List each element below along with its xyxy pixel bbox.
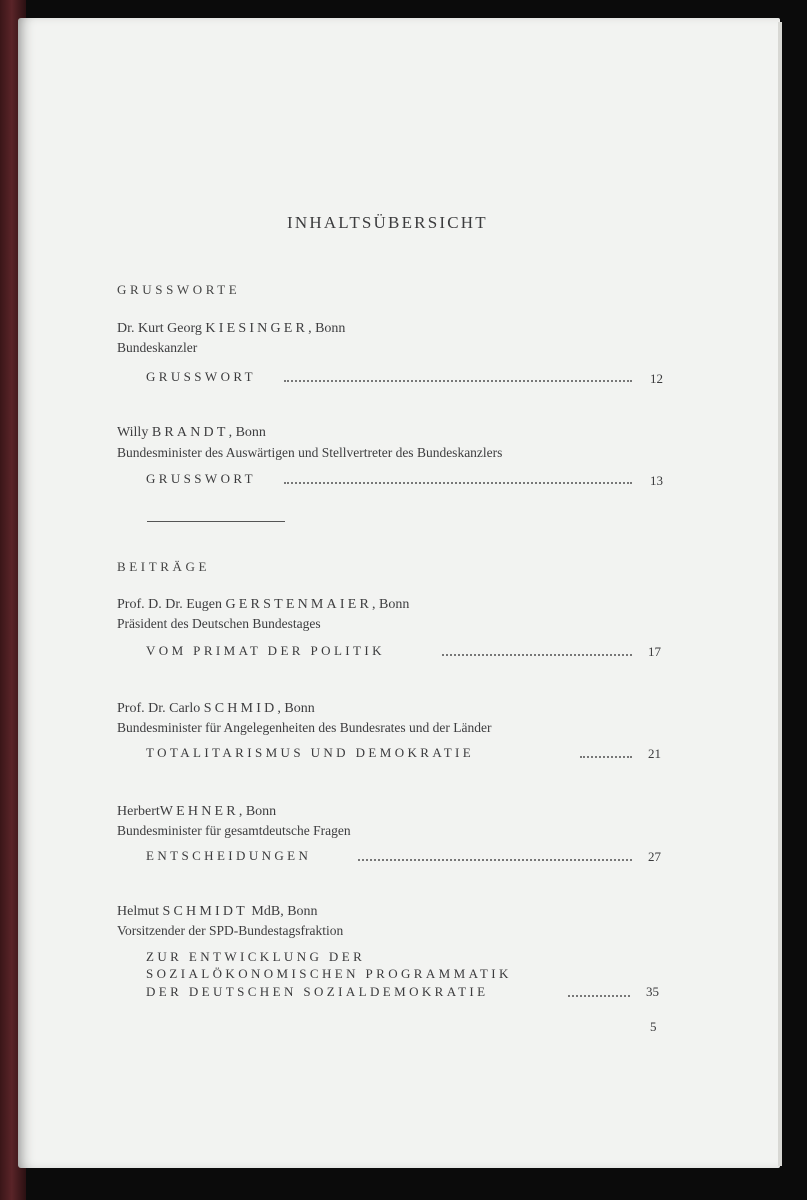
author-surname: KIESINGER	[205, 321, 309, 336]
leader-dots	[358, 859, 632, 861]
folio-page-number: 5	[650, 1019, 657, 1034]
entry-title: ENTSCHEIDUNGEN	[146, 848, 312, 863]
author-surname: GERSTENMAIER	[225, 597, 373, 612]
entry-page-number: 13	[650, 473, 663, 488]
entry-title: GRUSSWORT	[146, 471, 256, 486]
entry-author	[117, 598, 409, 612]
entry-title-line-2: SOZIALÖKONOMISCHEN PROGRAMMATIK	[146, 966, 512, 981]
entry-role: Bundesminister für gesamtdeutsche Fragen	[117, 823, 351, 838]
entry-role: Bundesminister des Auswärtigen und Stellvertreter des Bundeskanzlers	[117, 445, 503, 460]
author-suffix: MdB, Bonn	[247, 904, 318, 919]
entry-page-number: 17	[648, 644, 661, 659]
entry-role: Bundeskanzler	[117, 340, 198, 355]
author-suffix: , Bonn	[308, 321, 346, 336]
entry-author	[117, 905, 318, 919]
entry-page-number: 27	[648, 849, 661, 864]
section-heading-beitraege: BEITRÄGE	[117, 559, 211, 574]
entry-role: Präsident des Deutschen Bundestages	[117, 616, 321, 631]
section-divider	[147, 521, 285, 522]
author-surname: WEHNER	[159, 804, 239, 819]
entry-author	[117, 426, 266, 440]
leader-dots	[568, 995, 630, 997]
toc-heading: INHALTSÜBERSICHT	[287, 213, 488, 232]
entry-author	[117, 805, 276, 819]
author-surname: SCHMIDT	[162, 904, 248, 919]
entry-role: Bundesminister für Angelegenheiten des Bundesrates und der Länder	[117, 720, 492, 735]
author-prefix: Prof. D. Dr. Eugen	[117, 597, 222, 612]
author-surname: SCHMID	[203, 701, 278, 716]
entry-page-number: 21	[648, 746, 661, 761]
entry-page-number: 12	[650, 371, 663, 386]
leader-dots	[284, 380, 632, 382]
author-prefix: Herbert	[117, 804, 160, 819]
entry-author	[117, 322, 345, 336]
entry-title-line-3: DER DEUTSCHEN SOZIALDEMOKRATIE	[146, 984, 489, 999]
author-prefix: Prof. Dr. Carlo	[117, 701, 201, 716]
leader-dots	[284, 482, 632, 484]
author-suffix: , Bonn	[228, 425, 266, 440]
author-suffix: , Bonn	[277, 701, 315, 716]
author-prefix: Willy	[117, 425, 149, 440]
entry-author	[117, 702, 315, 716]
author-prefix: Helmut	[117, 904, 159, 919]
section-heading-grussworte: GRUSSWORTE	[117, 282, 241, 297]
entry-title: GRUSSWORT	[146, 369, 256, 384]
page-edge	[778, 22, 782, 1166]
entry-role: Vorsitzender der SPD-Bundestagsfraktion	[117, 923, 344, 938]
leader-dots	[442, 654, 632, 656]
author-prefix: Dr. Kurt Georg	[117, 321, 202, 336]
entry-title-line-1: ZUR ENTWICKLUNG DER	[146, 949, 366, 964]
author-suffix: , Bonn	[372, 597, 410, 612]
entry-page-number: 35	[646, 984, 659, 999]
author-suffix: , Bonn	[238, 804, 277, 819]
author-surname: BRANDT	[151, 425, 229, 440]
leader-dots	[580, 756, 632, 758]
entry-title: TOTALITARISMUS UND DEMOKRATIE	[146, 745, 475, 760]
entry-title: VOM PRIMAT DER POLITIK	[146, 643, 385, 658]
